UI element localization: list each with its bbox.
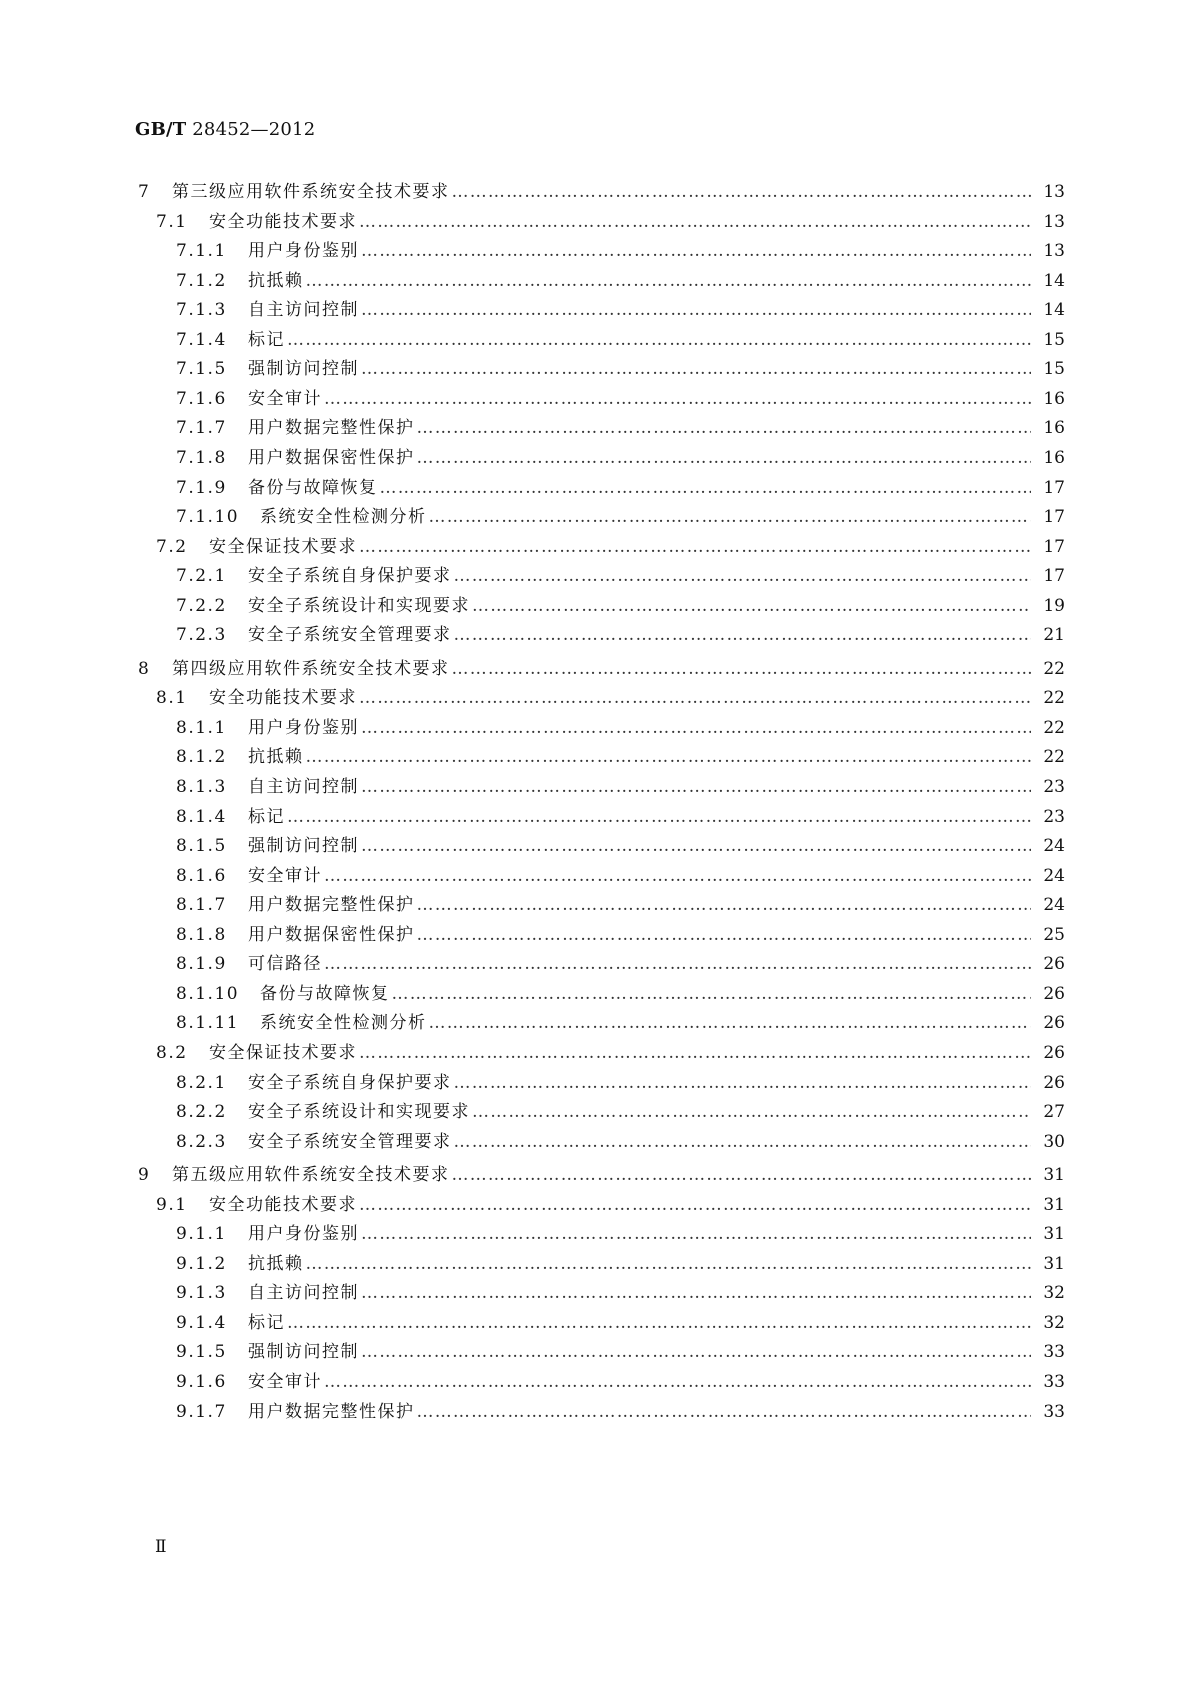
toc-entry-page: 27 [1043,1102,1065,1123]
toc-entry-page: 22 [1043,658,1065,679]
page-number: Ⅱ [155,1537,167,1557]
toc-entry-number: 7.1.9 [176,477,227,498]
toc-entry-page: 22 [1043,688,1065,709]
toc-dot-leader [324,866,1031,886]
toc-dot-leader [361,1283,1031,1303]
toc-dot-leader [472,1102,1031,1122]
toc-dot-leader [429,1013,1032,1033]
toc-entry-title: 第三级应用软件系统安全技术要求 [172,182,450,202]
toc-dot-leader [454,625,1032,645]
toc-entry-title: 用户数据完整性保护 [248,895,415,916]
toc-entry-page: 24 [1043,865,1065,886]
toc-entry-number: 8.1 [156,688,188,709]
toc-entry[interactable] [176,561,1065,586]
toc-entry-page: 13 [1043,182,1065,202]
toc-entry-title: 自主访问控制 [248,300,359,321]
toc-entry-number: 9 [138,1165,151,1186]
toc-entry[interactable] [176,1278,1065,1303]
toc-entry-page: 33 [1043,1401,1065,1422]
toc-entry-title: 抗抵赖 [248,270,304,291]
toc-dot-leader [306,1254,1032,1274]
toc-entry-page: 22 [1043,717,1065,738]
toc-entry-title: 自主访问控制 [248,1283,359,1304]
toc-entry-title: 安全子系统设计和实现要求 [248,1102,470,1123]
toc-entry-page: 15 [1043,329,1065,350]
toc-entry-number: 9.1.5 [176,1342,227,1363]
toc-dot-leader [452,1165,1032,1185]
toc-dot-leader [361,359,1031,379]
toc-entry-number: 9.1.2 [176,1253,227,1274]
toc-dot-leader [287,330,1031,350]
toc-entry[interactable] [176,591,1065,616]
toc-entry[interactable] [176,620,1065,645]
toc-dot-leader [452,659,1032,679]
toc-entry-page: 21 [1043,625,1065,646]
toc-entry-title: 备份与故障恢复 [248,477,378,498]
toc-entry[interactable] [176,713,1065,738]
toc-entry-page: 17 [1043,566,1065,587]
toc-entry[interactable] [176,1127,1065,1152]
toc-dot-leader [392,984,1032,1004]
toc-entry-title: 安全功能技术要求 [209,1194,357,1215]
toc-entry-number: 7.2 [156,536,188,557]
toc-entry-page: 19 [1043,595,1065,616]
toc-entry[interactable] [176,413,1065,438]
toc-entry[interactable] [176,354,1065,379]
toc-entry-page: 32 [1043,1283,1065,1304]
standard-prefix: GB/T [135,119,187,140]
toc-entry-number: 7.2.2 [176,595,227,616]
toc-entry-title: 自主访问控制 [248,777,359,797]
toc-entry-number: 8.1.3 [176,777,227,797]
toc-entry-number: 7.1.4 [176,329,227,350]
toc-dot-leader [324,954,1031,974]
toc-entry[interactable] [176,890,1065,915]
toc-entry-title: 强制访问控制 [248,359,359,380]
toc-entry-title: 安全子系统安全管理要求 [248,1131,452,1152]
toc-entry-page: 17 [1043,536,1065,557]
toc-entry-number: 7.1.10 [176,507,240,528]
toc-entry-page: 23 [1043,777,1065,797]
toc-entry[interactable] [176,295,1065,320]
toc-entry-page: 24 [1043,895,1065,916]
toc-entry-number: 7.1.1 [176,241,227,262]
toc-entry-page: 17 [1043,507,1065,528]
toc-entry-number: 7.1.5 [176,359,227,380]
toc-entry[interactable] [176,979,1065,1004]
toc-entry-title: 标记 [248,329,285,350]
toc-entry-number: 7.1.6 [176,388,227,409]
toc-entry[interactable] [176,266,1065,291]
toc-entry[interactable] [176,325,1065,350]
toc-entry-title: 用户数据保密性保护 [248,447,415,468]
toc-entry-title: 抗抵赖 [248,747,304,768]
toc-entry-number: 7.1.7 [176,418,227,439]
toc-entry[interactable] [176,1249,1065,1274]
toc-entry-title: 安全功能技术要求 [209,211,357,232]
toc-entry-title: 用户身份鉴别 [248,1224,359,1245]
toc-entry-number: 8.2.1 [176,1072,227,1093]
toc-dot-leader [454,1132,1032,1152]
toc-entry-title: 安全审计 [248,865,322,886]
toc-entry[interactable] [176,1367,1065,1392]
toc-dot-leader [359,688,1031,708]
toc-dot-leader [361,1342,1031,1362]
toc-entry-title: 安全审计 [248,388,322,409]
toc-entry-number: 8.2.3 [176,1131,227,1152]
toc-entry[interactable] [176,861,1065,886]
toc-entry-number: 8.1.10 [176,983,240,1004]
toc-dot-leader [324,1372,1031,1392]
toc-entry[interactable] [176,772,1065,797]
toc-entry[interactable] [138,654,1065,679]
toc-dot-leader [359,212,1031,232]
toc-entry-page: 31 [1043,1194,1065,1215]
toc-dot-leader [361,777,1031,797]
toc-entry[interactable] [176,831,1065,856]
toc-entry-number: 8.1.4 [176,806,227,827]
toc-entry[interactable] [176,949,1065,974]
toc-entry-title: 可信路径 [248,954,322,975]
toc-entry[interactable] [176,1068,1065,1093]
toc-dot-leader [454,566,1032,586]
toc-entry-title: 用户数据完整性保护 [248,1401,415,1422]
toc-entry-page: 33 [1043,1342,1065,1363]
toc-entry-title: 用户数据保密性保护 [248,924,415,945]
toc-entry[interactable] [176,473,1065,498]
toc-entry-number: 8.1.2 [176,747,227,768]
toc-entry-page: 14 [1043,300,1065,321]
toc-entry[interactable] [156,207,1065,232]
toc-entry[interactable] [176,1308,1065,1333]
toc-entry-title: 安全功能技术要求 [209,688,357,709]
toc-entry-title: 安全子系统自身保护要求 [248,566,452,587]
toc-dot-leader [417,448,1032,468]
toc-entry-title: 第五级应用软件系统安全技术要求 [172,1165,450,1186]
toc-entry-number: 8.2 [156,1042,188,1063]
toc-entry[interactable] [156,683,1065,708]
toc-entry-number: 7.2.3 [176,625,227,646]
toc-entry-number: 9.1 [156,1194,188,1215]
toc-entry[interactable] [156,1190,1065,1215]
toc-dot-leader [429,507,1032,527]
toc-dot-leader [417,925,1032,945]
toc-entry[interactable] [156,532,1065,557]
toc-entry-title: 系统安全性检测分析 [260,1013,427,1034]
toc-entry-page: 31 [1043,1165,1065,1186]
toc-entry-page: 26 [1043,954,1065,975]
toc-entry-title: 用户身份鉴别 [248,241,359,262]
toc-entry-number: 8.1.1 [176,717,227,738]
toc-dot-leader [417,895,1032,915]
toc-dot-leader [361,836,1031,856]
toc-dot-leader [306,271,1032,291]
toc-dot-leader [361,718,1031,738]
toc-dot-leader [287,807,1031,827]
toc-entry-page: 17 [1043,477,1065,498]
toc-entry-page: 32 [1043,1312,1065,1333]
toc-entry[interactable] [138,177,1065,202]
toc-entry-number: 9.1.7 [176,1401,227,1422]
toc-entry-number: 8.1.11 [176,1013,240,1034]
toc-entry-number: 7 [138,182,151,202]
toc-dot-leader [359,1195,1031,1215]
toc-entry-number: 9.1.6 [176,1372,227,1392]
toc-entry-title: 安全子系统设计和实现要求 [248,595,470,616]
toc-dot-leader [454,1073,1032,1093]
toc-entry-number: 7.1.8 [176,447,227,468]
toc-entry-number: 8.1.5 [176,836,227,857]
toc-dot-leader [359,537,1031,557]
toc-entry-title: 第四级应用软件系统安全技术要求 [172,658,450,679]
toc-dot-leader [361,241,1031,261]
toc-entry[interactable] [176,443,1065,468]
toc-entry-page: 31 [1043,1253,1065,1274]
toc-entry-number: 7.1 [156,211,188,232]
toc-dot-leader [359,1043,1031,1063]
toc-entry-title: 系统安全性检测分析 [260,507,427,528]
toc-entry-page: 23 [1043,806,1065,827]
toc-entry-title: 安全子系统安全管理要求 [248,625,452,646]
toc-entry-number: 8.1.9 [176,954,227,975]
toc-entry[interactable] [176,502,1065,527]
toc-entry-title: 备份与故障恢复 [260,983,390,1004]
toc-entry-page: 30 [1043,1131,1065,1152]
toc-entry-page: 25 [1043,924,1065,945]
toc-entry-title: 抗抵赖 [248,1253,304,1274]
toc-entry-number: 9.1.4 [176,1312,227,1333]
toc-entry-title: 标记 [248,806,285,827]
toc-dot-leader [324,389,1031,409]
toc-entry-number: 8.1.6 [176,865,227,886]
toc-dot-leader [361,300,1031,320]
toc-entry[interactable] [176,742,1065,767]
toc-entry-number: 9.1.1 [176,1224,227,1245]
toc-entry-page: 24 [1043,836,1065,857]
toc-entry-page: 22 [1043,747,1065,768]
toc-dot-leader [287,1313,1031,1333]
toc-entry-page: 26 [1043,983,1065,1004]
toc-entry-title: 安全保证技术要求 [209,536,357,557]
toc-entry-page: 16 [1043,418,1065,439]
toc-entry[interactable] [176,802,1065,827]
standard-number: 28452—2012 [192,119,316,140]
toc-entry-page: 15 [1043,359,1065,380]
toc-entry[interactable] [176,1097,1065,1122]
toc-entry-number: 8.2.2 [176,1102,227,1123]
toc-entry-page: 26 [1043,1013,1065,1034]
toc-entry-number: 7.1.3 [176,300,227,321]
toc-entry[interactable] [138,1160,1065,1185]
toc-dot-leader [361,1224,1031,1244]
toc-entry-number: 7.2.1 [176,566,227,587]
toc-entry-title: 安全保证技术要求 [209,1042,357,1063]
toc-entry-number: 8 [138,658,151,679]
toc-entry-number: 8.1.8 [176,924,227,945]
toc-entry-title: 用户数据完整性保护 [248,418,415,439]
toc-entry-page: 14 [1043,270,1065,291]
toc-entry-title: 安全审计 [248,1372,322,1392]
toc-entry[interactable] [156,1038,1065,1063]
toc-entry-page: 26 [1043,1072,1065,1093]
toc-entry-number: 9.1.3 [176,1283,227,1304]
toc-entry[interactable] [176,384,1065,409]
toc-dot-leader [417,1402,1032,1422]
toc-entry[interactable] [176,1397,1065,1422]
toc-entry-number: 7.1.2 [176,270,227,291]
toc-entry-title: 用户身份鉴别 [248,717,359,738]
toc-entry[interactable] [176,1337,1065,1362]
toc-dot-leader [306,747,1032,767]
toc-entry-title: 安全子系统自身保护要求 [248,1072,452,1093]
toc-entry-page: 13 [1043,211,1065,232]
toc-dot-leader [380,478,1032,498]
toc-dot-leader [417,418,1032,438]
toc-entry[interactable] [176,236,1065,261]
toc-dot-leader [472,596,1031,616]
toc-entry-number: 8.1.7 [176,895,227,916]
toc-entry-page: 16 [1043,388,1065,409]
toc-entry-page: 13 [1043,241,1065,262]
standard-code [135,119,315,140]
toc-entry[interactable] [176,1008,1065,1033]
toc-entry-page: 33 [1043,1372,1065,1392]
toc-entry-page: 16 [1043,447,1065,468]
toc-dot-leader [452,182,1032,202]
toc-entry[interactable] [176,1219,1065,1244]
toc-entry[interactable] [176,920,1065,945]
toc-entry-page: 31 [1043,1224,1065,1245]
toc-entry-page: 26 [1043,1042,1065,1063]
toc-entry-title: 标记 [248,1312,285,1333]
toc-entry-title: 强制访问控制 [248,1342,359,1363]
toc-entry-title: 强制访问控制 [248,836,359,857]
